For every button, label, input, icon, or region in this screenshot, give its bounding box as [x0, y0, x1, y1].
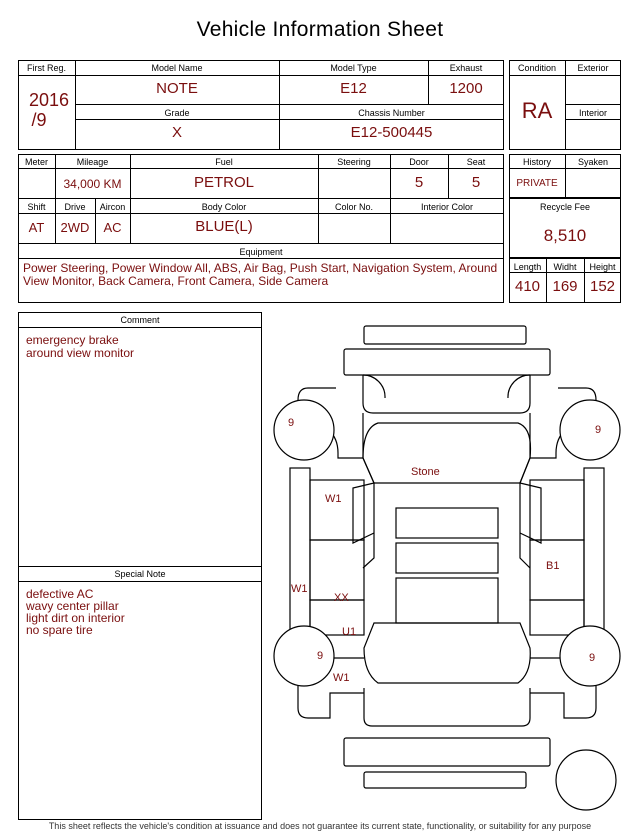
- label-shift: Shift: [27, 202, 46, 212]
- label-seat: Seat: [466, 157, 486, 167]
- damage-windshield: Stone: [411, 466, 440, 478]
- exhaust-value: 1200: [449, 80, 483, 97]
- first-reg-year: 2016: [28, 90, 70, 110]
- recycle-fee-value: 8,510: [543, 226, 587, 245]
- model-name-value: NOTE: [156, 80, 198, 97]
- label-grade: Grade: [164, 108, 190, 118]
- left-front-door: [290, 468, 310, 638]
- label-comment: Comment: [120, 315, 160, 325]
- mileage-value: 34,000 KM: [63, 177, 122, 191]
- wheel-front-right: [560, 400, 620, 460]
- drive-value: 2WD: [60, 220, 90, 235]
- label-length: Length: [513, 262, 542, 272]
- seat-value: 5: [471, 174, 481, 191]
- special-note-line: no spare tire: [26, 623, 93, 637]
- body-color-value: BLUE(L): [195, 218, 253, 235]
- left-door-panel: [310, 480, 364, 540]
- damage-wheel-rear-right: 9: [589, 652, 596, 664]
- grade-value: X: [171, 124, 182, 141]
- label-door: Door: [409, 157, 429, 167]
- label-mileage: Mileage: [76, 157, 109, 167]
- label-equipment: Equipment: [239, 247, 283, 257]
- damage-wheel-front-left: 9: [288, 417, 295, 429]
- label-interior-color: Interior Color: [420, 202, 474, 212]
- special-note-line: defective AC: [26, 587, 94, 601]
- label-meter: Meter: [24, 157, 48, 167]
- rear-bumper: [344, 738, 550, 766]
- equipment-list: Power Steering, Power Window All, ABS, Air Bag, Push Start, Navigation System, Around View Monitor, Back Camera, Front Camera, Side Camera: [23, 261, 498, 288]
- label-fuel: Fuel: [215, 157, 233, 167]
- length-value: 410: [514, 278, 541, 295]
- label-body-color: Body Color: [201, 202, 247, 212]
- damage-left-sill: XX: [334, 592, 349, 604]
- fuel-value: PETROL: [193, 174, 254, 191]
- door-value: 5: [414, 174, 424, 191]
- label-recycle-fee: Recycle Fee: [539, 202, 591, 212]
- special-note-line: wavy center pillar: [26, 599, 119, 613]
- disclaimer-footer: This sheet reflects the vehicle's condition at issuance and does not guarantee its current state, functionality, or suitability for any purpose: [48, 821, 592, 831]
- rear-bumper-bottom: [364, 772, 526, 788]
- spare-tire: [556, 750, 616, 810]
- shift-value: AT: [28, 220, 45, 235]
- chassis-number-value: E12-500445: [350, 124, 433, 141]
- hood-outline: [363, 375, 530, 413]
- sheet-title: Vehicle Information Sheet: [196, 18, 444, 41]
- label-drive: Drive: [64, 202, 86, 212]
- front-bumper-top: [364, 326, 526, 344]
- label-model-type: Model Type: [330, 63, 377, 73]
- damage-left-rear-quarter: W1: [291, 583, 308, 595]
- damage-left-front-door: W1: [325, 493, 342, 505]
- wheel-front-left: [274, 400, 334, 460]
- comment-line: around view monitor: [26, 346, 135, 360]
- windshield: [363, 423, 531, 483]
- model-type-value: E12: [340, 80, 367, 97]
- width-value: 169: [552, 278, 578, 295]
- damage-wheel-rear-left: 9: [317, 650, 324, 662]
- label-steering: Steering: [337, 157, 371, 167]
- roof: [396, 508, 498, 538]
- wheel-rear-left: [274, 626, 334, 686]
- front-bumper: [344, 349, 550, 375]
- label-history: History: [522, 157, 551, 167]
- special-note-line: light dirt on interior: [26, 611, 125, 625]
- damage-wheel-front-right: 9: [595, 424, 602, 436]
- label-syaken: Syaken: [577, 157, 609, 167]
- trunk: [364, 688, 530, 726]
- label-interior: Interior: [578, 108, 607, 118]
- rear-window: [364, 623, 530, 683]
- damage-right-side: B1: [546, 560, 560, 572]
- label-exhaust: Exhaust: [449, 63, 483, 73]
- aircon-value: AC: [103, 220, 122, 235]
- label-width: Widht: [553, 262, 577, 272]
- label-exterior: Exterior: [577, 63, 609, 73]
- history-value: PRIVATE: [516, 178, 558, 189]
- damage-left-rear-door: U1: [342, 626, 357, 638]
- label-condition: Condition: [517, 63, 557, 73]
- comment-line: emergency brake: [26, 333, 119, 347]
- condition-value: RA: [521, 98, 553, 123]
- label-color-no: Color No.: [334, 202, 373, 212]
- height-value: 152: [589, 278, 616, 295]
- label-special-note: Special Note: [114, 569, 166, 579]
- car-damage-diagram: [268, 318, 628, 818]
- label-height: Height: [589, 262, 616, 272]
- label-model-name: Model Name: [151, 63, 203, 73]
- right-front-door: [584, 468, 604, 638]
- first-reg-month: /9: [31, 110, 47, 130]
- damage-left-rear-fender: W1: [333, 672, 350, 684]
- label-first-reg: First Reg.: [26, 63, 66, 73]
- label-chassis-number: Chassis Number: [358, 108, 425, 118]
- label-aircon: Aircon: [99, 202, 126, 212]
